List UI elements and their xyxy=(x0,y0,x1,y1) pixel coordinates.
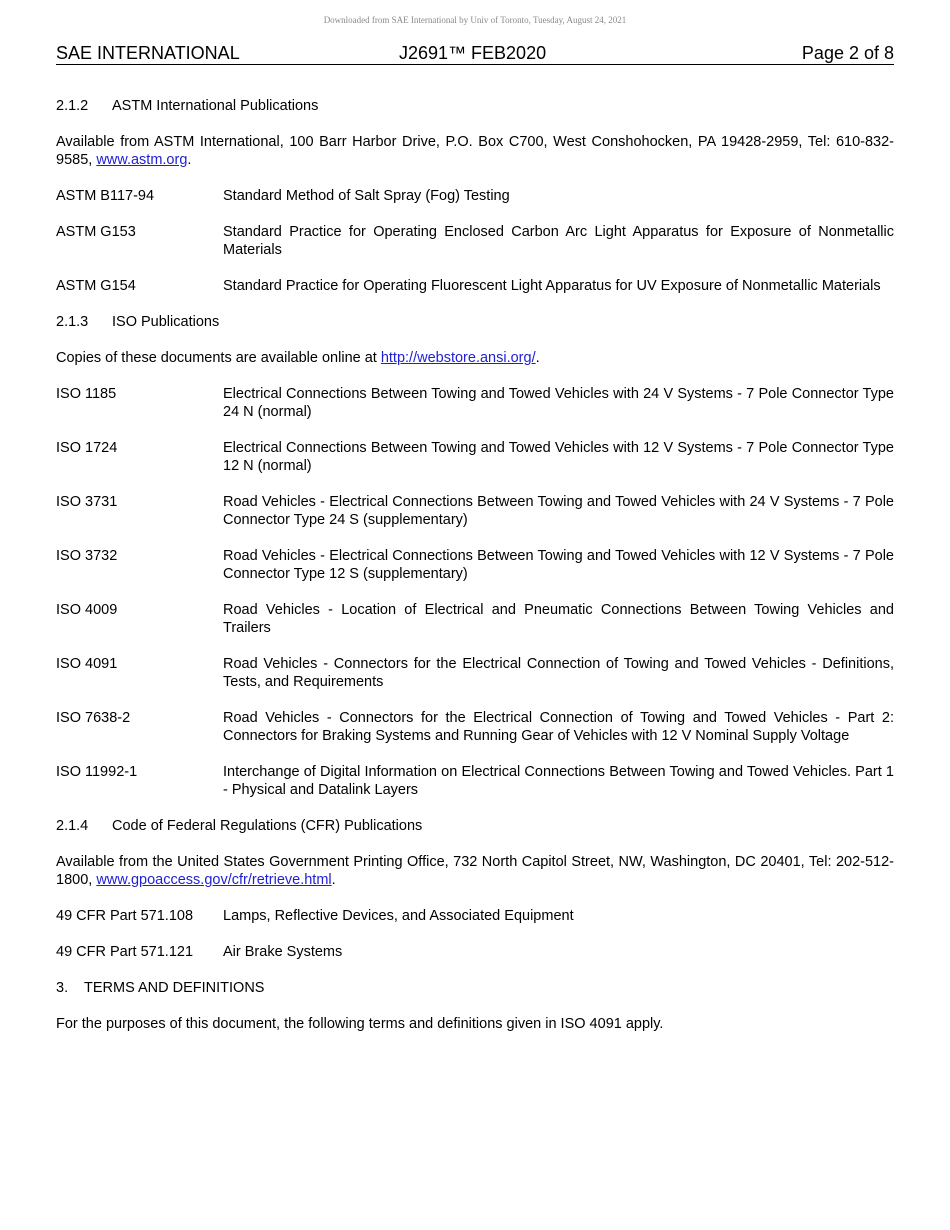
section-heading-iso xyxy=(56,313,894,331)
reference-title: Interchange of Digital Information on Electrical Connections Between Towing and Towed Vehicles. Part 1 - Physical and Datalink Layers xyxy=(223,764,894,798)
reference-entry xyxy=(56,223,894,259)
iso-availability xyxy=(56,349,894,367)
reference-title: Road Vehicles - Electrical Connections Between Towing and Towed Vehicles with 24 V Systems - 7 Pole Connector Type 24 S (supplementary) xyxy=(223,494,894,528)
reference-code: ISO 7638-2 xyxy=(56,710,131,726)
section-heading-astm xyxy=(56,97,894,115)
cfr-availability xyxy=(56,853,894,889)
punctuation: . xyxy=(187,152,192,168)
reference-title: Air Brake Systems xyxy=(223,944,343,960)
terms-paragraph: For the purposes of this document, the following terms and definitions given in ISO 4091 apply. xyxy=(56,1016,664,1032)
reference-code: ASTM B117-94 xyxy=(56,188,155,204)
section-title: ISO Publications xyxy=(112,314,220,330)
reference-title: Road Vehicles - Connectors for the Electrical Connection of Towing and Towed Vehicles - Definitions, Tests, and Requirements xyxy=(223,656,894,690)
section-number: 3. xyxy=(56,980,69,996)
reference-code: 49 CFR Part 571.108 xyxy=(56,908,194,924)
reference-title: Standard Method of Salt Spray (Fog) Testing xyxy=(223,188,510,204)
punctuation: . xyxy=(331,872,336,888)
reference-code: 49 CFR Part 571.121 xyxy=(56,944,194,960)
reference-title: Road Vehicles - Location of Electrical and Pneumatic Connections Between Towing Vehicles and Trailers xyxy=(223,602,894,636)
reference-code: ISO 3731 xyxy=(56,494,118,510)
reference-entry xyxy=(56,493,894,529)
reference-entry xyxy=(56,277,894,295)
astm-availability xyxy=(56,133,894,169)
availability-text: Copies of these documents are available online at xyxy=(56,350,381,366)
reference-code: ASTM G154 xyxy=(56,278,136,294)
reference-code: ISO 4091 xyxy=(56,656,118,672)
reference-entry xyxy=(56,601,894,637)
reference-entry xyxy=(56,763,894,799)
header-page-number: Page 2 of 8 xyxy=(801,43,894,63)
reference-code: ISO 1185 xyxy=(56,386,117,402)
section-heading-terms xyxy=(56,979,894,997)
section-number: 2.1.4 xyxy=(56,818,89,834)
document-body xyxy=(56,97,894,1051)
reference-entry xyxy=(56,907,894,925)
reference-entry xyxy=(56,439,894,475)
reference-title: Electrical Connections Between Towing and Towed Vehicles with 24 V Systems - 7 Pole Connector Type 24 N (normal) xyxy=(223,386,894,420)
download-watermark: Downloaded from SAE International by Univ of Toronto, Tuesday, August 24, 2021 xyxy=(323,15,627,25)
reference-entry xyxy=(56,187,894,205)
reference-title: Standard Practice for Operating Enclosed Carbon Arc Light Apparatus for Exposure of Nonmetallic Materials xyxy=(223,224,894,258)
availability-text: Available from ASTM International, 100 Barr Harbor Drive, P.O. Box C700, West Conshohocken, PA 19428-2959, Tel: 610-832-9585, xyxy=(56,134,894,168)
reference-code: ISO 1724 xyxy=(56,440,118,456)
reference-title: Road Vehicles - Electrical Connections Between Towing and Towed Vehicles with 12 V Systems - 7 Pole Connector Type 12 S (supplementary) xyxy=(223,548,894,582)
section-number: 2.1.2 xyxy=(56,98,89,114)
reference-entry xyxy=(56,943,894,961)
ansi-webstore-link[interactable]: http://webstore.ansi.org/ xyxy=(380,350,536,366)
reference-entry xyxy=(56,385,894,421)
header-doc-id: J2691™ FEB2020 xyxy=(399,43,547,63)
reference-title: Road Vehicles - Connectors for the Electrical Connection of Towing and Towed Vehicles - Part 2: Connectors for Braking Systems and Running Gear of Vehicles with 12 V Nominal Supply Voltage xyxy=(223,710,894,744)
section-heading-cfr xyxy=(56,817,894,835)
reference-code: ASTM G153 xyxy=(56,224,136,240)
reference-entry xyxy=(56,655,894,691)
section-number: 2.1.3 xyxy=(56,314,89,330)
reference-code: ISO 3732 xyxy=(56,548,118,564)
header-org: SAE INTERNATIONAL xyxy=(56,43,240,63)
section-title: TERMS AND DEFINITIONS xyxy=(84,980,265,996)
availability-text: Available from the United States Government Printing Office, 732 North Capitol Street, NW, Washington, DC 20401, Tel: 202-512-1800, xyxy=(56,854,894,888)
punctuation: . xyxy=(535,350,540,366)
reference-title: Standard Practice for Operating Fluorescent Light Apparatus for UV Exposure of Nonmetallic Materials xyxy=(223,278,881,294)
gpoaccess-link[interactable]: www.gpoaccess.gov/cfr/retrieve.html xyxy=(96,872,332,888)
reference-code: ISO 11992-1 xyxy=(56,764,138,780)
reference-title: Lamps, Reflective Devices, and Associated Equipment xyxy=(223,908,574,924)
reference-title: Electrical Connections Between Towing and Towed Vehicles with 12 V Systems - 7 Pole Connector Type 12 N (normal) xyxy=(223,440,894,474)
astm-link[interactable]: www.astm.org xyxy=(96,152,188,168)
reference-entry xyxy=(56,709,894,745)
section-title: ASTM International Publications xyxy=(112,98,319,114)
page-header xyxy=(56,43,894,65)
reference-entry xyxy=(56,547,894,583)
section-title: Code of Federal Regulations (CFR) Publications xyxy=(112,818,423,834)
reference-code: ISO 4009 xyxy=(56,602,118,618)
